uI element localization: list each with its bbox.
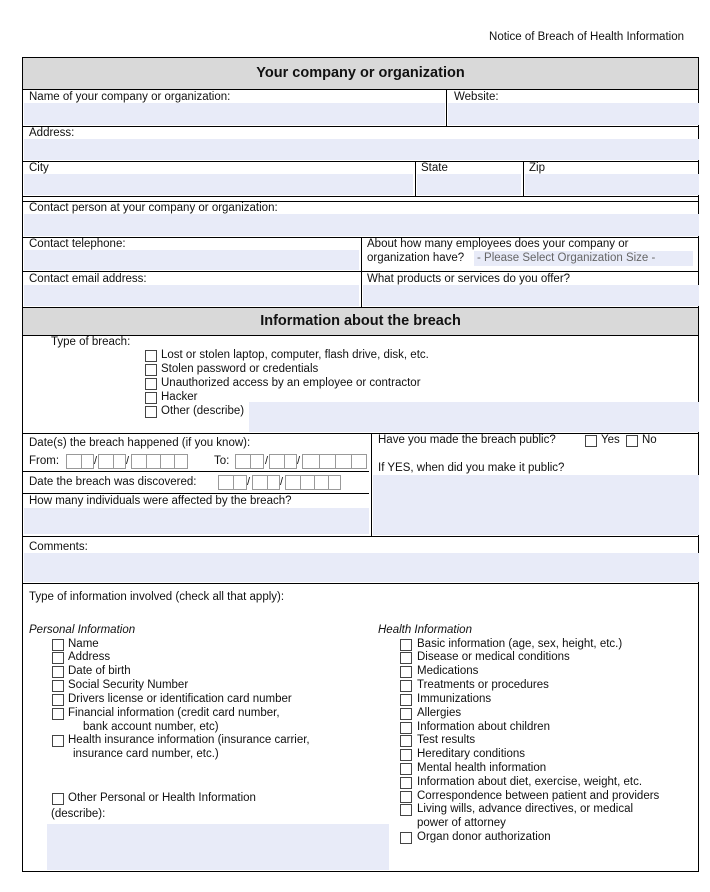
info-type-label: Type of information involved (check all that apply): [29, 591, 285, 603]
health-correspondence-label: Correspondence between patient and providers [417, 790, 660, 802]
other-info-checkbox[interactable] [52, 793, 64, 805]
health-tests-label: Test results [417, 734, 476, 746]
from-day-input[interactable] [98, 454, 126, 469]
breach-type-password: Stolen password or credentials [161, 363, 319, 375]
personal-license-checkbox[interactable] [52, 694, 64, 706]
products-input[interactable] [363, 285, 699, 306]
health-allergies-label: Allergies [417, 707, 462, 719]
zip-label: Zip [529, 162, 545, 174]
health-hereditary-label: Hereditary conditions [417, 748, 526, 760]
health-mental-label: Mental health information [417, 762, 547, 774]
public-when-input[interactable] [373, 475, 699, 535]
city-input[interactable] [24, 174, 413, 195]
health-medications-checkbox[interactable] [400, 666, 412, 678]
breach-hacker-checkbox[interactable] [145, 392, 157, 404]
breach-type-label: Type of breach: [51, 336, 131, 348]
personal-ssn-label: Social Security Number [68, 679, 189, 691]
health-living-wills-label-cont: power of attorney [417, 817, 506, 829]
breach-type-other: Other (describe) [161, 405, 245, 417]
health-organ-donor-checkbox[interactable] [400, 832, 412, 844]
personal-address-checkbox[interactable] [52, 652, 64, 664]
state-input[interactable] [417, 174, 521, 195]
breach-type-lost: Lost or stolen laptop, computer, flash drive, disk, etc. [161, 349, 429, 361]
health-treatments-label: Treatments or procedures [417, 679, 549, 691]
comments-input[interactable] [24, 553, 699, 582]
breach-form: Your company or organization Name of your company or organization: Website: Address: City State Zip Contact person at your company or organization: Contact telephone: About how many employees does your company or organization have? - Please Select Organization Size - Contact email address: What products or services do you offer? Information about the breach Type of breach: Lost or stolen laptop, computer, flash drive, disk, etc. Stolen password or credentials Unauthorized access by an employee or contractor Hacker Other (describe) Date(s) the breach happened (if you know): From: / / To: / / Date the breach was discovered: / / How many individuals were affected by the breach? Have you made the breach public? Yes No If YES, when did you make it public? Comments: Type of information involved (check all that apply): Personal Information Name Address Date of birth Social Security Number Drivers license or identification card number Financial information (credit card number, bank account number, etc) Health insurance information (insurance carrier, insurance card number, etc.) Other Personal or Health Information (describe): Health Information Basic information (age, sex, height, etc.) Disease or medical conditions Medications Treatments or procedures Immunizations Allergies Information about children Test results Hereditary conditions Mental health information Information about diet, exercise, weight, etc. Correspondence between patient and providers Living wills, advance directives, or medical power of attorney Organ donor authorization [22, 57, 699, 872]
breach-unauthorized-checkbox[interactable] [145, 378, 157, 390]
personal-financial-checkbox[interactable] [52, 708, 64, 720]
health-info-heading: Health Information [378, 624, 472, 636]
health-disease-checkbox[interactable] [400, 652, 412, 664]
health-mental-checkbox[interactable] [400, 763, 412, 775]
company-name-label: Name of your company or organization: [29, 91, 231, 103]
breach-dates-label: Date(s) the breach happened (if you know): [29, 437, 251, 449]
organization-size-placeholder: - Please Select Organization Size - [477, 252, 656, 264]
organization-size-select[interactable] [474, 251, 693, 266]
health-organ-donor-label: Organ donor authorization [417, 831, 551, 843]
health-treatments-checkbox[interactable] [400, 680, 412, 692]
contact-email-label: Contact email address: [29, 273, 147, 285]
discovered-year-input[interactable] [285, 475, 341, 490]
personal-dob-checkbox[interactable] [52, 666, 64, 678]
to-day-input[interactable] [269, 454, 297, 469]
section-header-breach: Information about the breach [23, 308, 698, 335]
health-immunizations-checkbox[interactable] [400, 694, 412, 706]
breach-type-hacker: Hacker [161, 391, 198, 403]
employees-label-2: organization have? [367, 252, 465, 264]
personal-info-heading: Personal Information [29, 624, 136, 636]
health-children-label: Information about children [417, 721, 550, 733]
public-yes-label: Yes [601, 434, 620, 446]
address-label: Address: [29, 127, 75, 139]
document-title: Notice of Breach of Health Information [489, 31, 684, 43]
individuals-input[interactable] [24, 508, 369, 534]
health-allergies-checkbox[interactable] [400, 708, 412, 720]
discovered-label: Date the breach was discovered: [29, 476, 197, 488]
personal-insurance-checkbox[interactable] [52, 735, 64, 747]
city-label: City [29, 162, 49, 174]
health-diet-label: Information about diet, exercise, weight, etc. [417, 776, 643, 788]
breach-password-checkbox[interactable] [145, 364, 157, 376]
zip-input[interactable] [525, 174, 699, 195]
to-label: To: [214, 455, 230, 467]
discovered-day-input[interactable] [252, 475, 280, 490]
personal-name-label: Name [68, 638, 99, 650]
contact-person-input[interactable] [24, 214, 699, 236]
health-diet-checkbox[interactable] [400, 777, 412, 789]
individuals-label: How many individuals were affected by the breach? [29, 495, 292, 507]
other-describe-label: (describe): [51, 808, 106, 820]
personal-name-checkbox[interactable] [52, 639, 64, 651]
other-describe-input[interactable] [47, 824, 389, 870]
health-tests-checkbox[interactable] [400, 735, 412, 747]
contact-phone-label: Contact telephone: [29, 238, 126, 250]
website-label: Website: [454, 91, 499, 103]
comments-label: Comments: [29, 541, 88, 553]
personal-license-label: Drivers license or identification card number [68, 693, 292, 705]
from-month-input[interactable] [66, 454, 94, 469]
products-label: What products or services do you offer? [367, 273, 571, 285]
personal-ssn-checkbox[interactable] [52, 680, 64, 692]
public-no-checkbox[interactable] [626, 435, 638, 447]
employees-label-1: About how many employees does your company or [367, 238, 629, 250]
breach-type-unauthorized: Unauthorized access by an employee or contractor [161, 377, 421, 389]
health-medications-label: Medications [417, 665, 479, 677]
personal-dob-label: Date of birth [68, 665, 131, 677]
personal-financial-label-cont: bank account number, etc) [83, 721, 219, 733]
state-label: State [421, 162, 448, 174]
from-label: From: [29, 455, 60, 467]
other-info-label: Other Personal or Health Information [68, 792, 256, 804]
breach-other-checkbox[interactable] [145, 406, 157, 418]
public-when-label: If YES, when did you make it public? [378, 462, 565, 474]
health-immunizations-label: Immunizations [417, 693, 492, 705]
health-living-wills-label: Living wills, advance directives, or medical [417, 803, 634, 815]
website-input[interactable] [448, 103, 699, 125]
health-hereditary-checkbox[interactable] [400, 749, 412, 761]
personal-insurance-label-cont: insurance card number, etc.) [73, 748, 219, 760]
contact-person-label: Contact person at your company or organization: [29, 202, 278, 214]
to-month-input[interactable] [235, 454, 264, 469]
public-no-label: No [642, 434, 657, 446]
health-living-wills-checkbox[interactable] [400, 804, 412, 816]
personal-insurance-label: Health insurance information (insurance carrier, [68, 734, 310, 746]
health-children-checkbox[interactable] [400, 722, 412, 734]
address-input[interactable] [24, 139, 699, 160]
personal-financial-label: Financial information (credit card number, [68, 707, 280, 719]
health-basic-label: Basic information (age, sex, height, etc.) [417, 638, 623, 650]
discovered-month-input[interactable] [218, 475, 247, 490]
breach-other-describe-input[interactable] [249, 402, 699, 432]
company-name-input[interactable] [24, 103, 445, 125]
breach-lost-checkbox[interactable] [145, 350, 157, 362]
from-year-input[interactable] [131, 454, 188, 469]
health-disease-label: Disease or medical conditions [417, 651, 570, 663]
breach-public-label: Have you made the breach public? [378, 434, 556, 446]
health-correspondence-checkbox[interactable] [400, 791, 412, 803]
contact-phone-input[interactable] [24, 250, 359, 270]
to-year-input[interactable] [302, 454, 367, 469]
contact-email-input[interactable] [24, 285, 359, 306]
public-yes-checkbox[interactable] [585, 435, 597, 447]
section-header-company: Your company or organization [23, 58, 698, 89]
health-basic-checkbox[interactable] [400, 639, 412, 651]
personal-address-label: Address [68, 651, 111, 663]
